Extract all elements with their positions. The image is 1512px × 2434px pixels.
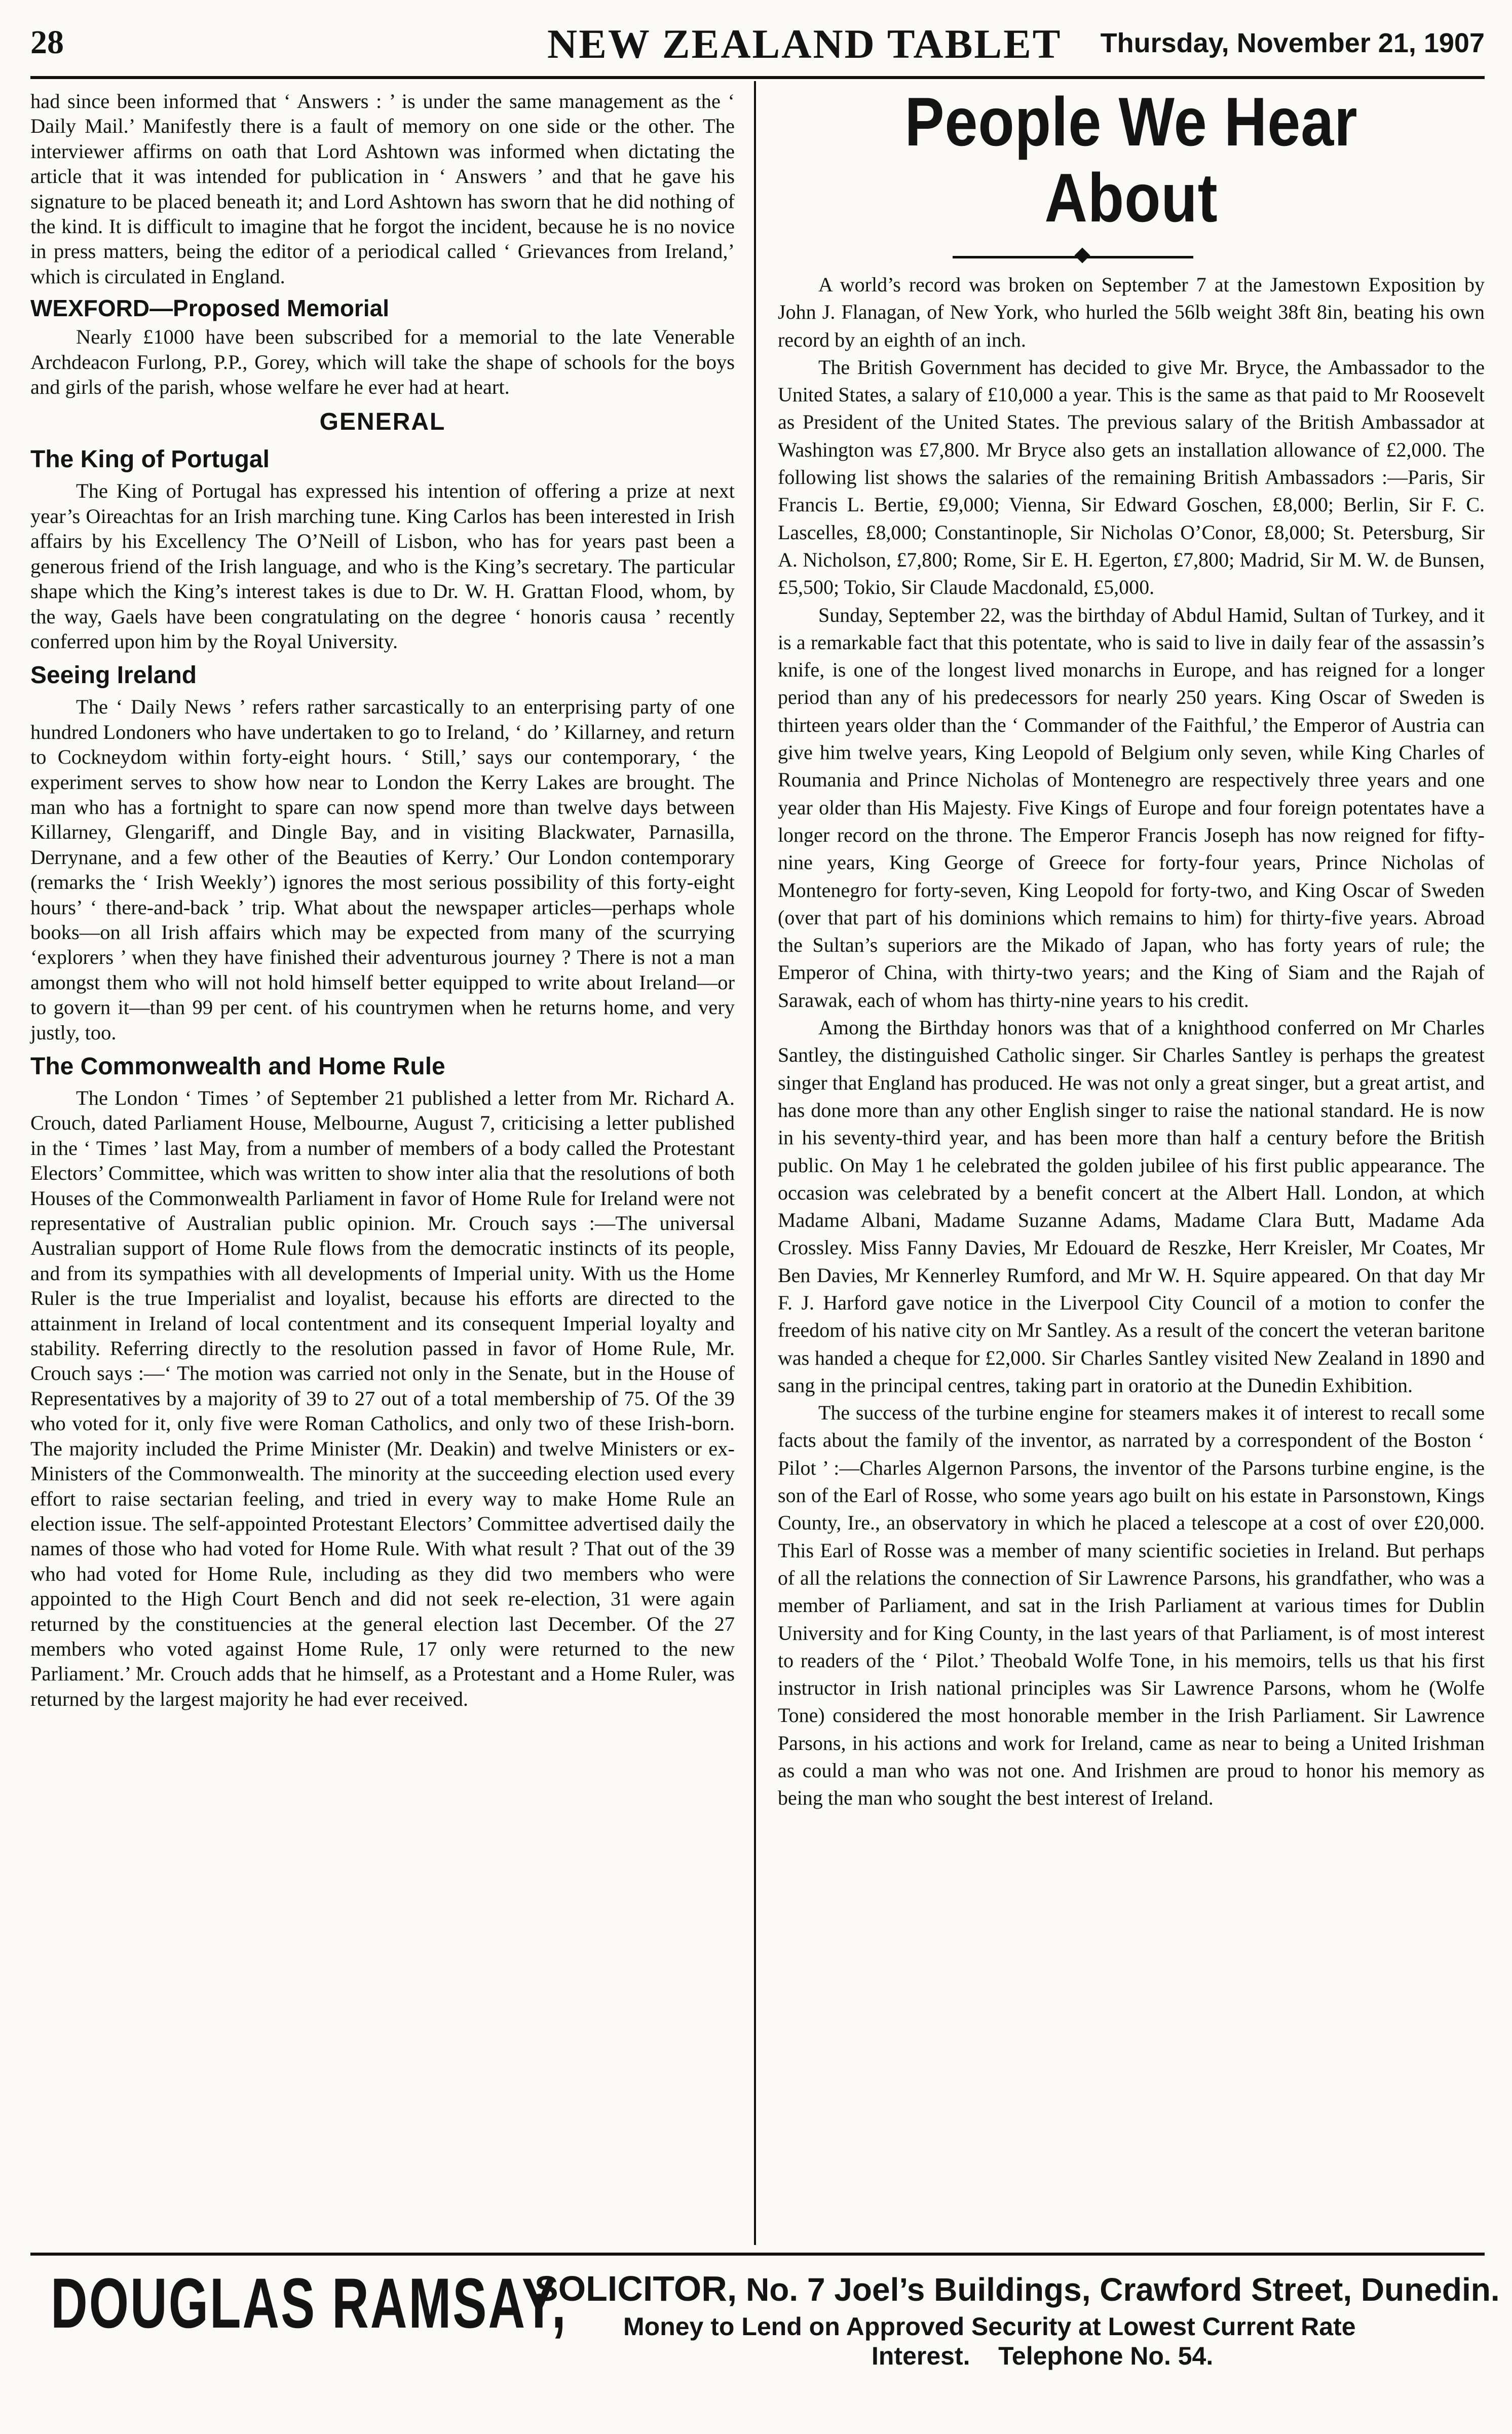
- portugal-heading: The King of Portugal: [30, 446, 270, 473]
- article-paragraph: Sunday, September 22, was the birthday of Abdul Hamid, Sultan of Turkey, and it is a remarkable fact that this potentate, who is said to live in daily fear of the assassin’s knife, is one of the longest lived monarchs in Europe, and has reigned for a longer period than any of his predecessors for nearly 250 years. King Oscar of Sweden is thirteen years older than the ‘ Commander of the Faithful,’ the Emperor of Austria can give him twelve years, King Leopold of Belgium only seven, while King Charles of Roumania and Prince Nicholas of Montenegro are respectively three years and one year older than His Majesty. Five Kings of Europe and four foreign potentates have a longer record on the throne. The Emperor Francis Joseph has now reigned for fifty-nine years, King George of Greece for forty-four years, Prince Nicholas of Montenegro for forty-seven, King Leopold for forty-two, and King Oscar of Sweden (over that part of his dominions which remains to him) for thirty-five years. Abroad the Sultan’s superiors are the Mikado of Japan, who has forty years of rule; the Emperor of China, with thirty-two years; and the King of Siam and the Rajah of Sarawak, each of whom has thirty-nine years to his credit.: [778, 603, 1485, 1012]
- interest-telephone-line: [872, 2341, 1213, 2371]
- column-divider: [754, 81, 756, 2245]
- header-rule: [30, 76, 1485, 79]
- page-header: [30, 18, 1485, 74]
- section-title: People We Hear About: [904, 83, 1358, 236]
- ornament-rule: [953, 256, 1193, 258]
- wexford-heading: [30, 292, 735, 324]
- advertisement: [30, 2263, 1500, 2417]
- title-ornament: [778, 236, 1485, 271]
- advertiser-address-line: [535, 2268, 1500, 2309]
- general-heading: GENERAL: [319, 408, 446, 436]
- right-column: [778, 83, 1485, 1812]
- advertiser-address: No. 7 Joel’s Buildings, Crawford Street, Dunedin.: [746, 2271, 1500, 2308]
- wexford-place: WEXFORD: [30, 295, 150, 322]
- seeing-ireland-paragraph: The ‘ Daily News ’ refers rather sarcastically to an enterprising party of one hundred Londoners who have undertaken to go to Ireland, ‘ do ’ Killarney, and return to Cockneydom within forty-eight hours. ‘ Still,’ says our contemporary, ‘ the experiment serves to show how near to London the Kerry Lakes are brought. The man who has a fortnight to spare can now spend more than twelve days between Killarney, Glengariff, and Dingle Bay, and in visiting Blackwater, Parnasilla, Derrynane, and a few other of the Beauties of Kerry.’ Our London contemporary (remarks the ‘ Irish Weekly’) ignores the most serious possibility of this forty-eight hours’ ‘ there-and-back ’ trip. What about the newspaper articles—perhaps whole books—on all Irish affairs which may be expected from many of the scurrying ‘explorers ’ when they have finished their adventurous journey ? There is not a man amongst them who will not hold himself better equipped to write about Ireland—or to govern it—than 99 per cent. of his countrymen when he returns home, and very justly, too.: [30, 695, 735, 1044]
- footer-rule: [30, 2253, 1485, 2256]
- advertiser-role: SOLICITOR,: [535, 2269, 737, 2308]
- article-paragraph: The success of the turbine engine for steamers makes it of interest to recall some facts about the family of the inventor, as narrated by a correspondent of the Boston ‘ Pilot ’ :—Charles Algernon Parsons, the inventor of the Parsons turbine engine, is the son of the Earl of Rosse, who some years ago built on his estate in Parsonstown, Kings County, Ire., an observatory in which he placed a telescope at a cost of over £20,000. This Earl of Rosse was a member of many scientific societies in Ireland. But perhaps of all the relations the connection of Sir Lawrence Parsons, his grandfather, who was a member of Parliament, and sat in the Irish Parliament at various times for Dublin University and for King County, in the last years of that Parliament, is of most interest to readers of the ‘ Pilot.’ Theobald Wolfe Tone, in his memoirs, tells us that his first instructor in Irish national principles was Sir Lawrence Parsons, whom he (Wolfe Tone) considered the most honorable member in the Irish Parliament. Sir Lawrence Parsons, in his actions and work for Ireland, came as near to being a United Irishman as could a man who was not one. And Irishmen are proud to honor his memory as being the man who sought the best interest of Ireland.: [778, 1401, 1485, 1810]
- wexford-paragraph: Nearly £1000 have been subscribed for a memorial to the late Venerable Archdeacon Furlong, P.P., Gorey, which will take the shape of schools for the boys and girls of the parish, whose welfare he ever had at heart.: [30, 325, 735, 399]
- article-paragraph: Among the Birthday honors was that of a knighthood conferred on Mr Charles Santley, the distinguished Catholic singer. Sir Charles Santley is perhaps the greatest singer that England has produced. He was not only a great singer, but a great artist, and has done more than any other English singer to raise the national standard. He is now in his seventy-third year, and has been more than half a century before the British public. On May 1 he celebrated the golden jubilee of his first public appearance. The occasion was celebrated by a benefit concert at the Albert Hall. London, at which Madame Albani, Madame Suzanne Adams, Madame Clara Butt, Madame Ada Crossley. Miss Fanny Davies, Mr Edouard de Reszke, Herr Kreisler, Mr Coates, Mr Ben Davies, Mr Kennerley Rumford, and Mr W. H. Squire appeared. On that day Mr F. J. Harford gave notice in the Liverpool City Council of a motion to confer the freedom of his native city on Mr Santley. As a result of the concert the veteran baritone was handed a cheque for £2,000. Sir Charles Santley visited New Zealand in 1890 and sang in the principal centres, taking part in oratorio at the Dunedin Exhibition.: [778, 1016, 1485, 1397]
- left-column: [30, 89, 735, 1711]
- portugal-paragraph: The King of Portugal has expressed his intention of offering a prize at next year’s Oireachtas for an Irish marching tune. King Carlos has been interested in Irish affairs by his Excellency The O’Neill of Lisbon, who has for years past been a generous friend of the Irish language, and who is the King’s secretary. The particular shape which the King’s interest takes is due to Dr. W. H. Grattan Flood, whom, by the way, Gaels have been congratulating on the degree ‘ honoris causa ’ recently conferred upon him by the Royal University.: [30, 479, 735, 653]
- article-paragraph: A world’s record was broken on September 7 at the Jamestown Exposition by John J. Flanagan, of New York, who hurled the 56lb weight 38ft 8in, beating his own record by an eighth of an inch.: [778, 273, 1485, 351]
- commonwealth-paragraph: The London ‘ Times ’ of September 21 published a letter from Mr. Richard A. Crouch, dated Parliament House, Melbourne, August 7, criticising a letter published in the ‘ Times ’ last May, from a number of members of a body called the Protestant Electors’ Committee, which was written to show inter alia that the resolutions of both Houses of the Commonwealth Parliament in favor of Home Rule for Ireland were not representative of Australian public opinion. Mr. Crouch says :—The universal Australian support of Home Rule flows from the democratic instincts of its people, and from its sympathies with all developments of Imperial unity. With us the Home Ruler is the true Imperialist and loyalist, because his efforts are directed to the attainment in Ireland of local contentment and its consequent Imperial loyalty and stability. Referring directly to the resolution passed in favor of Home Rule, Mr. Crouch says :—‘ The motion was carried not only in the Senate, but in the House of Representatives by a majority of 39 to 27 out of a total membership of 75. Of the 39 who voted for it, only five were Roman Catholics, and only two of these Irish-born. The majority included the Prime Minister (Mr. Deakin) and twelve Ministers or ex-Ministers of the Commonwealth. The minority at the succeeding election used every effort to raise sectarian feeling, and tried in every way to make Home Rule an election issue. The self-appointed Protestant Electors’ Committee advertised daily the names of those who had voted for Home Rule. With what result ? That out of the 39 who had voted for Home Rule, including as they did two members who were appointed to the High Court Bench and did not seek re-election, 31 were again returned by the constituencies at the general election last December. Of the 27 members who voted against Home Rule, 17 only were returned to the new Parliament.’ Mr. Crouch adds that he himself, as a Protestant and a Home Ruler, was returned by the largest majority he had ever received.: [30, 1087, 735, 1710]
- telephone-number: Telephone No. 54.: [998, 2342, 1214, 2370]
- interest-label: Interest.: [872, 2342, 970, 2370]
- article-paragraph: The British Government has decided to give Mr. Bryce, the Ambassador to the United States, a salary of £10,000 a year. This is the same as that paid to Mr Roosevelt as President of the United States. The previous salary of the British Ambassador at Washington was £7,800. Mr Bryce also gets an installation allowance of £2,000. The following list shows the salaries of the remaining British Ambassadors :—Paris, Sir Francis L. Bertie, £9,000; Vienna, Sir Edward Goschen, £8,000; Berlin, Sir F. C. Lascelles, £8,000; Constantinople, Sir Nicholas O’Conor, £8,000; St. Petersburg, Sir A. Nicholson, £7,800; Rome, Sir E. H. Egerton, £7,800; Madrid, Sir M. W. de Bunsen, £5,500; Tokio, Sir Claude Macdonald, £5,000.: [778, 355, 1485, 599]
- advertiser-name: DOUGLAS RAMSAY,: [51, 2263, 568, 2343]
- issue-date: Thursday, November 21, 1907: [1100, 28, 1485, 58]
- commonwealth-heading: The Commonwealth and Home Rule: [30, 1053, 445, 1080]
- page-number: 28: [30, 24, 64, 61]
- seeing-ireland-heading: Seeing Ireland: [30, 662, 197, 689]
- diamond-icon: [1074, 247, 1090, 263]
- money-to-lend: Money to Lend on Approved Security at Lowest Current Rate: [623, 2312, 1356, 2341]
- wexford-subtitle: —Proposed Memorial: [149, 295, 389, 322]
- intro-paragraph: had since been informed that ‘ Answers : ’ is under the same management as the ‘ Daily Mail.’ Manifestly there is a fault of memory on one side or the other. The interviewer affirms on oath that Lord Ashtown was informed when dictating the article that it was intended for publication in ‘ Answers ’ and that he gave his signature to be placed beneath it; and Lord Ashtown has sworn that he did nothing of the kind. It is difficult to imagine that he forgot the incident, because he is no novice in press matters, being the editor of a periodical called ‘ Grievances from Ireland,’ which is circulated in England.: [30, 90, 735, 288]
- newspaper-title: NEW ZEALAND TABLET: [547, 21, 1062, 67]
